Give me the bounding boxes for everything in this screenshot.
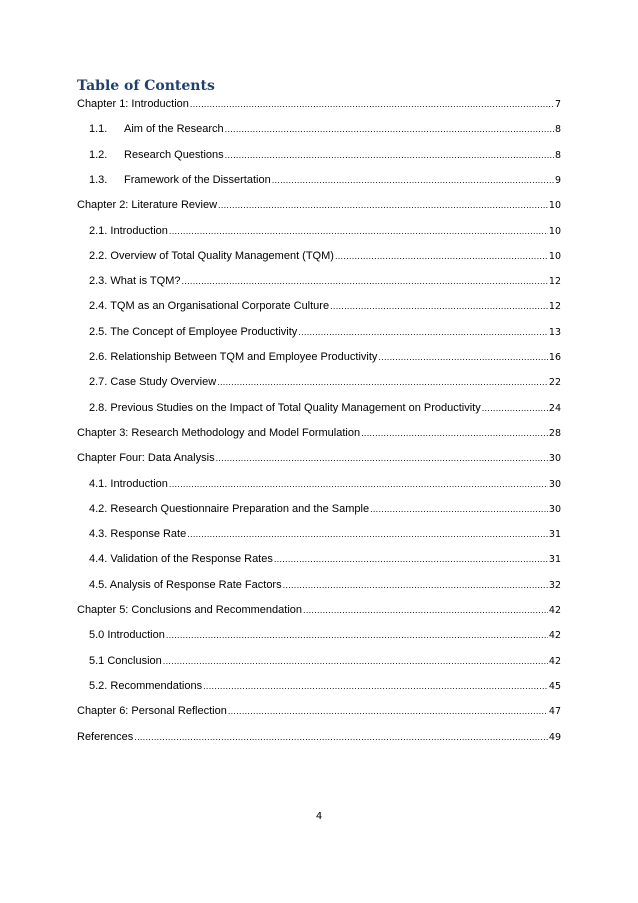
toc-entry-title: 2.1. Introduction: [89, 225, 168, 237]
toc-entry-page: 10: [548, 226, 561, 237]
toc-dot-leader: [187, 527, 548, 541]
toc-entry-title: 4.3. Response Rate: [89, 528, 187, 540]
toc-dot-leader: [166, 628, 548, 642]
toc-entry-title: 4.5. Analysis of Response Rate Factors: [89, 579, 282, 591]
toc-entry-title: Research Questions: [124, 149, 224, 161]
toc-dot-leader: [225, 122, 554, 136]
toc-dot-leader: [163, 654, 548, 668]
toc-dot-leader: [134, 730, 548, 744]
toc-entry[interactable]: [89, 249, 561, 264]
toc-dot-leader: [361, 426, 548, 440]
toc-entry[interactable]: [89, 148, 561, 163]
toc-entry-title: 5.1 Conclusion: [89, 655, 162, 667]
toc-entry-page: 16: [548, 352, 561, 363]
toc-entry-title: Chapter 6: Personal Reflection: [77, 705, 227, 717]
toc-entry-page: 8: [554, 150, 561, 161]
toc-entry[interactable]: [77, 426, 561, 441]
toc-entry-page: 10: [548, 200, 561, 211]
toc-dot-leader: [335, 249, 548, 263]
toc-entry[interactable]: [77, 730, 561, 745]
toc-entry-page: 42: [548, 630, 561, 641]
toc-entry[interactable]: [89, 477, 561, 492]
toc-entry-title: Chapter 5: Conclusions and Recommendation: [77, 604, 303, 616]
toc-entry-page: 30: [548, 479, 561, 490]
toc-entry-number: 1.1.: [89, 123, 108, 135]
toc-entry-page: 42: [548, 656, 561, 667]
toc-entry[interactable]: [89, 299, 561, 314]
toc-entry-title: 2.8. Previous Studies on the Impact of Total Quality Management on Productivity: [89, 402, 481, 414]
toc-entry[interactable]: [89, 401, 561, 416]
toc-dot-leader: [182, 274, 548, 288]
toc-entry-page: 12: [548, 301, 561, 312]
toc-entry-title: 5.0 Introduction: [89, 629, 165, 641]
toc-entry-title: Chapter Four: Data Analysis: [77, 452, 215, 464]
toc-entry[interactable]: [89, 350, 561, 365]
toc-dot-leader: [274, 552, 548, 566]
toc-entry[interactable]: [89, 325, 561, 340]
toc-entry-page: 8: [554, 124, 561, 135]
toc-entry[interactable]: [89, 375, 561, 390]
toc-entry-page: 7: [554, 99, 561, 110]
toc-entry[interactable]: [89, 654, 561, 669]
toc-entry[interactable]: [89, 527, 561, 542]
toc-entry-title: 2.7. Case Study Overview: [89, 376, 217, 388]
toc-entry-title: 2.4. TQM as an Organisational Corporate Culture: [89, 300, 330, 312]
toc-entry-title: 4.4. Validation of the Response Rates: [89, 553, 273, 565]
toc-entry[interactable]: [89, 552, 561, 567]
toc-entry-title: 2.2. Overview of Total Quality Management (TQM): [89, 250, 334, 262]
toc-dot-leader: [228, 704, 548, 718]
toc-entry[interactable]: [89, 224, 561, 239]
toc-heading: Table of Contents: [77, 78, 215, 94]
toc-entry-title: 5.2. Recommendations: [89, 680, 203, 692]
toc-dot-leader: [283, 578, 548, 592]
toc-entry-page: 31: [548, 529, 561, 540]
toc-entry[interactable]: [89, 274, 561, 289]
toc-entry[interactable]: [77, 97, 561, 112]
toc-entry-page: 13: [548, 327, 561, 338]
toc-dot-leader: [203, 679, 548, 693]
toc-dot-leader: [217, 375, 548, 389]
toc-dot-leader: [298, 325, 548, 339]
toc-entry-page: 45: [548, 681, 561, 692]
toc-dot-leader: [218, 198, 548, 212]
toc-entry[interactable]: [89, 122, 561, 137]
toc-dot-leader: [330, 299, 548, 313]
toc-entry-page: 12: [548, 276, 561, 287]
toc-entry-page: 30: [548, 453, 561, 464]
toc-entry-number: 1.3.: [89, 174, 108, 186]
toc-dot-leader: [272, 173, 554, 187]
toc-entry-page: 42: [548, 605, 561, 616]
toc-entry-title: Framework of the Dissertation: [124, 174, 271, 186]
toc-entry[interactable]: [89, 173, 561, 188]
toc-entry-title: 4.1. Introduction: [89, 478, 168, 490]
toc-entry-page: 9: [554, 175, 561, 186]
toc-entry-page: 32: [548, 580, 561, 591]
toc-entry[interactable]: [89, 502, 561, 517]
toc-dot-leader: [225, 148, 554, 162]
toc-entry-title: Chapter 3: Research Methodology and Model Formulation: [77, 427, 361, 439]
toc-entry[interactable]: [77, 704, 561, 719]
toc-dot-leader: [482, 401, 548, 415]
toc-entry[interactable]: [77, 603, 561, 618]
toc-entry-title: Chapter 1: Introduction: [77, 98, 189, 110]
toc-entry-number: 1.2.: [89, 149, 108, 161]
toc-dot-leader: [216, 451, 548, 465]
toc-entry[interactable]: [89, 679, 561, 694]
toc-entry[interactable]: [77, 198, 561, 213]
toc-entry-title: References: [77, 731, 134, 743]
toc-entry-page: 22: [548, 377, 561, 388]
toc-dot-leader: [370, 502, 548, 516]
toc-entry-title: Chapter 2: Literature Review: [77, 199, 218, 211]
toc-dot-leader: [169, 224, 548, 238]
toc-entry-title: Aim of the Research: [124, 123, 224, 135]
toc-entry-page: 31: [548, 554, 561, 565]
toc-entry[interactable]: [89, 628, 561, 643]
toc-entry-page: 49: [548, 732, 561, 743]
toc-entry-title: 4.2. Research Questionnaire Preparation and the Sample: [89, 503, 370, 515]
toc-entry[interactable]: [89, 578, 561, 593]
toc-dot-leader: [169, 477, 548, 491]
toc-entry-page: 24: [548, 403, 561, 414]
toc-dot-leader: [378, 350, 548, 364]
page-number: 4: [315, 811, 323, 822]
toc-entry[interactable]: [77, 451, 561, 466]
toc-dot-leader: [190, 97, 554, 111]
toc-entry-page: 10: [548, 251, 561, 262]
toc-entry-title: 2.3. What is TQM?: [89, 275, 181, 287]
toc-entry-page: 47: [548, 706, 561, 717]
toc-entry-page: 30: [548, 504, 561, 515]
toc-entry-title: 2.6. Relationship Between TQM and Employee Productivity: [89, 351, 378, 363]
toc-entry-page: 28: [548, 428, 561, 439]
toc-dot-leader: [303, 603, 548, 617]
toc-entry-title: 2.5. The Concept of Employee Productivity: [89, 326, 298, 338]
